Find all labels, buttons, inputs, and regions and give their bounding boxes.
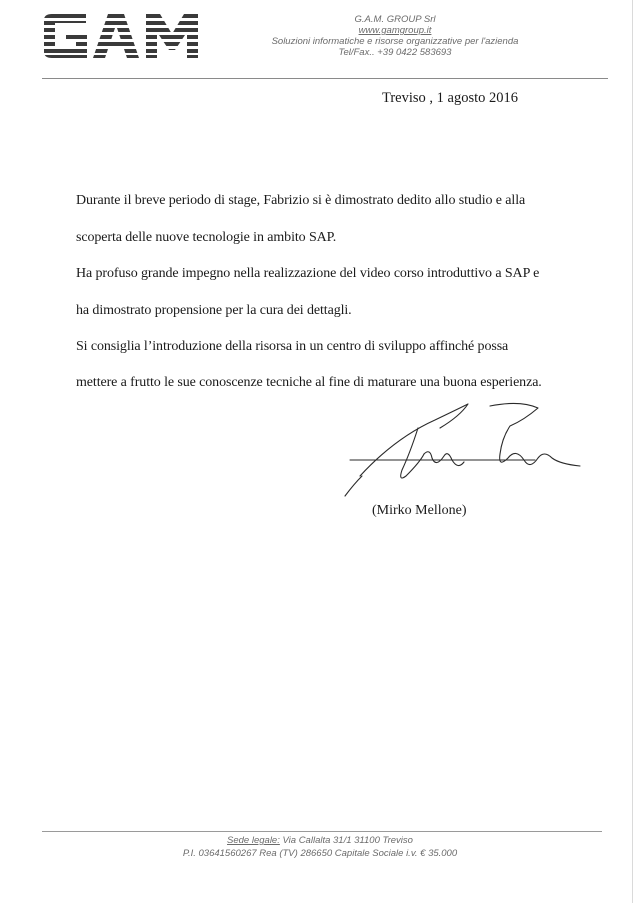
footer-divider [42, 831, 602, 832]
footer-registration: P.I. 03641560267 Rea (TV) 286650 Capitale Sociale i.v. € 35.000 [182, 848, 458, 859]
handwritten-signature [340, 398, 595, 498]
body-line: Durante il breve periodo di stage, Fabrizio si è dimostrato dedito allo studio e alla [76, 193, 526, 208]
place-date: Treviso , 1 agosto 2016 [381, 90, 518, 106]
body-line: mettere a frutto le sue conoscenze tecniche al fine di maturare una buona esperienza. [76, 375, 542, 390]
body-line: ha dimostrato propensione per la cura dei dettagli. [76, 303, 352, 318]
company-tagline: Soluzioni informatiche e risorse organizzative per l'azienda [271, 36, 519, 47]
company-phone: Tel/Fax.. +39 0422 583693 [338, 47, 452, 58]
body-line: scoperta delle nuove tecnologie in ambito SAP. [76, 230, 337, 245]
company-footer [120, 834, 520, 860]
company-name: G.A.M. GROUP Srl [354, 14, 436, 25]
footer-legal-label: Sede legale: [227, 835, 280, 846]
header-divider [42, 78, 608, 79]
footer-address: Via Callalta 31/1 31100 Treviso [282, 835, 413, 846]
body-line: Si consiglia l’introduzione della risorsa in un centro di sviluppo affinché possa [76, 339, 509, 354]
company-website-link[interactable]: www.gamgroup.it [358, 25, 432, 36]
body-line: Ha profuso grande impegno nella realizzazione del video corso introduttivo a SAP e [76, 266, 540, 281]
company-header [250, 14, 540, 58]
scan-edge [632, 0, 633, 903]
signer-name: (Mirko Mellone) [372, 503, 467, 518]
gam-logo [42, 14, 200, 58]
